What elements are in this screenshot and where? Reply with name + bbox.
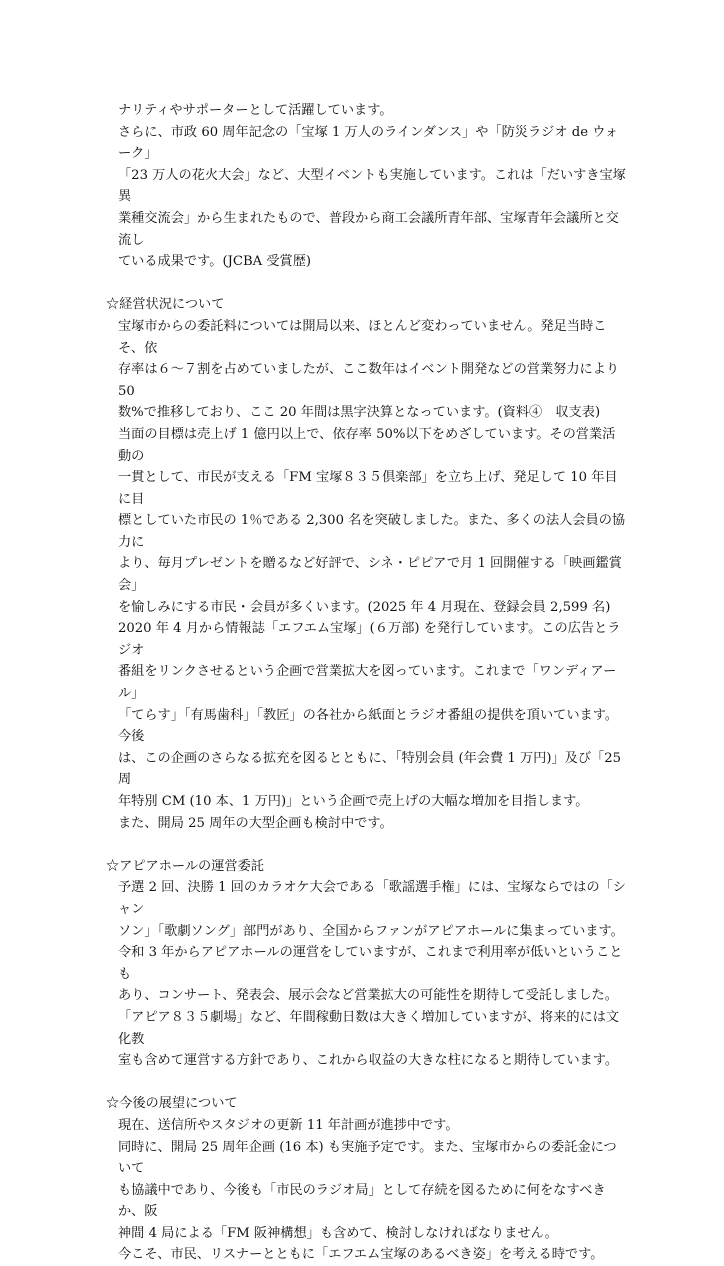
section-heading: ☆今後の展望について	[106, 1096, 238, 1112]
paragraph: また、開局 25 周年の大型企画も検討中です。	[118, 815, 393, 831]
paragraph: 令和 3 年からアピアホールの運営をしていますが、これまで利用率が低いということも あり、コンサート、発表会、展示会など営業拡大の可能性を期待して受託しました。	[118, 945, 623, 1004]
paragraph: 当面の目標は売上げ 1 億円以上で、依存率 50%以下をめざしています。その営業活動の 一貫として、市民が支える「FM 宝塚８３５倶楽部」を立ち上げ、発足して 10 年目に目 標としていた市民の 1％である 2,300 名を突破しました。また、多くの法人会員の協力に より、毎月プレゼントを贈るなど好評で、シネ・ピピアで月 1 回開催する「映画鑑賞会」 を愉しみにする市民・会員が多くいます。(2025 年 4 月現在、登録会員 2,599 名)	[118, 426, 626, 615]
section-intro	[106, 100, 626, 273]
paragraph: ナリティやサポーターとして活躍しています。	[118, 103, 393, 118]
section-gap	[106, 1072, 626, 1094]
paragraph: 予選 2 回、決勝 1 回のカラオケ大会である「歌謡選手権」には、宝塚ならではの「シャン ソン」「歌劇ソング」部門があり、全国からファンがアピアホールに集まっています。	[118, 880, 626, 939]
paragraph: 同時に、開局 25 周年企画 (16 本) も実施予定です。また、宝塚市からの委託金について も協議中であり、今後も「市民のラジオ局」として存続を図るために何をなすべきか、阪 神間 4 局による「FM 阪神構想」も含めて、検討しなければなりません。	[118, 1139, 617, 1241]
document-body	[106, 100, 626, 1266]
paragraph: 「アピア８３５劇場」など、年間稼動日数は大きく増加していますが、将来的には文化教 室も含めて運営する方針であり、これから収益の大きな柱になると期待しています。	[118, 1009, 620, 1069]
paragraph: さらに、市政 60 周年記念の「宝塚 1 万人のラインダンス」や「防災ラジオ de ウォーク」 「23 万人の花火大会」など、大型イベントも実施しています。これは「だいすき宝塚異 業種交流会」から生まれたもので、普段から商工会議所青年部、宝塚青年会議所と交流し ている成果です。(JCBA 受賞歴)	[118, 124, 626, 270]
paragraph: 今こそ、市民、リスナーとともに「エフエム宝塚のあるべき姿」を考える時です。	[118, 1247, 604, 1263]
section-heading: ☆アピアホールの運営委託	[106, 858, 264, 874]
section-management	[106, 294, 626, 834]
section-heading: ☆経営状況について	[106, 297, 225, 313]
section-outlook	[106, 1093, 626, 1266]
section-gap	[106, 834, 626, 856]
paragraph: 宝塚市からの委託料については開局以来、ほとんど変わっていません。発足当時こそ、依 存率は６～７割を占めていましたが、ここ数年はイベント開発などの営業努力により 50 数%で推移しており、ここ 20 年間は黒字決算となっています。(資料④ 収支表)	[118, 318, 620, 421]
paragraph: 2020 年 4 月から情報誌「エフエム宝塚」(６万部) を発行しています。この広告とラジオ 番組をリンクさせるという企画で営業拡大を図っています。これまで「ワンディアール」 「てらす」「有馬歯科」「教匠」の各社から紙面とラジオ番組の提供を頂いています。今後 は、この企画のさらなる拡充を図るとともに、「特別会員 (年会費 1 万円)」及び「25 周 年特別 CM (10 本、1 万円)」という企画で売上げの大幅な増加を目指します。	[118, 621, 621, 809]
section-hall	[106, 856, 626, 1072]
section-gap	[106, 273, 626, 295]
paragraph: 現在、送信所やスタジオの更新 11 年計画が進捗中です。	[118, 1117, 459, 1133]
